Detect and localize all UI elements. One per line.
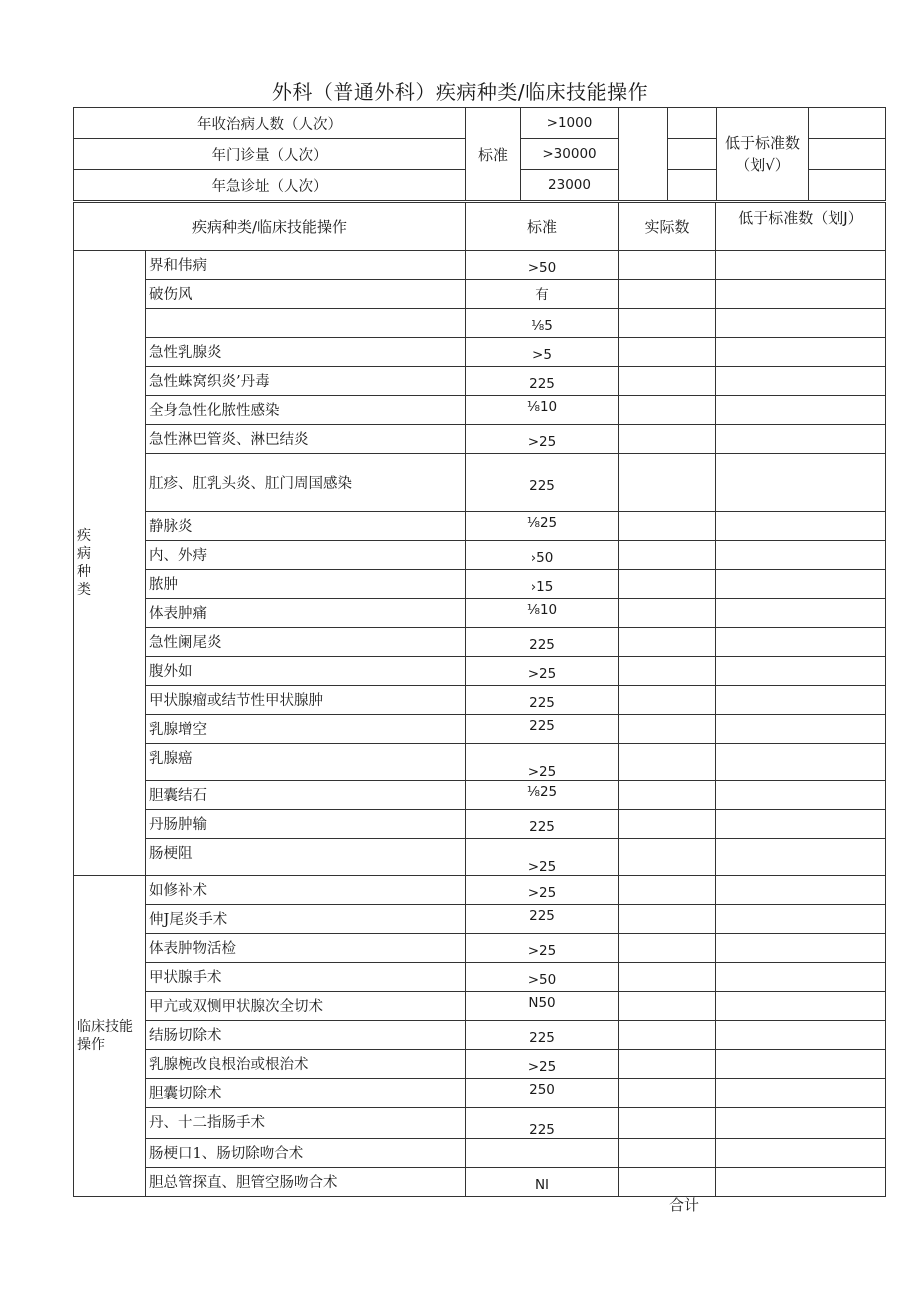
table-row [74,686,886,715]
summary-standard-header: 标准 [466,108,521,201]
actual-cell[interactable] [619,781,716,810]
item-standard: 225 [529,908,555,924]
actual-cell[interactable] [619,876,716,905]
below-standard-cell[interactable] [716,905,886,934]
item-standard: >25 [527,885,557,901]
item-name: 结肠切除术 [146,1021,466,1050]
below-standard-cell[interactable] [716,425,886,454]
summary-actual-cell[interactable] [668,139,717,170]
standard-cell [466,1021,619,1050]
summary-label-emergency: 年急诊址（人次） [74,170,466,201]
table-row [74,338,886,367]
below-standard-cell[interactable] [716,934,886,963]
item-standard: ⅛5 [531,318,553,334]
below-standard-cell[interactable] [716,686,886,715]
item-standard: 225 [529,376,555,392]
actual-cell[interactable] [619,963,716,992]
item-standard: >50 [527,972,557,988]
summary-below-header [717,108,809,201]
standard-cell [466,367,619,396]
table-row [74,715,886,744]
below-standard-cell[interactable] [716,1050,886,1079]
actual-cell[interactable] [619,425,716,454]
item-standard: ›50 [530,550,554,566]
below-standard-cell[interactable] [716,1108,886,1139]
standard-cell [466,839,619,876]
disease-category-cell [74,251,146,876]
standard-cell [466,992,619,1021]
table-row [74,1079,886,1108]
below-standard-cell[interactable] [716,309,886,338]
disease-section [74,251,886,876]
table-row [74,425,886,454]
standard-cell [466,810,619,839]
below-standard-cell[interactable] [716,657,886,686]
actual-cell[interactable] [619,454,716,512]
below-standard-cell[interactable] [716,512,886,541]
table-row [74,1050,886,1079]
item-standard: >25 [527,943,557,959]
table-row [74,934,886,963]
skill-category-cell [74,876,146,1197]
item-name: 肠梗阻 [146,839,466,876]
summary-label-outpatient: 年门诊量（人次） [74,139,466,170]
item-name: 丹、十二指肠手术 [146,1108,466,1139]
standard-cell [466,570,619,599]
table-row [74,512,886,541]
skill-section [74,876,886,1197]
actual-cell[interactable] [619,280,716,309]
actual-cell[interactable] [619,1139,716,1168]
below-standard-cell[interactable] [716,396,886,425]
actual-cell[interactable] [619,810,716,839]
standard-cell [466,876,619,905]
item-standard: ⅛10 [526,602,558,618]
item-name: 甲状腺瘤或结节性甲状腺肿 [146,686,466,715]
standard-cell [466,905,619,934]
table-row [74,810,886,839]
actual-cell[interactable] [619,905,716,934]
table-row [74,396,886,425]
standard-cell [466,1139,619,1168]
item-standard: NI [534,1177,550,1193]
table-row [74,570,886,599]
below-standard-cell[interactable] [716,251,886,280]
actual-cell[interactable] [619,1108,716,1139]
below-standard-cell[interactable] [716,876,886,905]
below-standard-cell[interactable] [716,367,886,396]
standard-cell [466,1108,619,1139]
below-standard-cell[interactable] [716,781,886,810]
skill-category-cell-label: 临床技能操作 [77,1019,133,1053]
summary-label-admissions: 年收治病人数（人次） [74,108,466,139]
header-standard: 标准 [466,203,619,251]
item-standard: >50 [527,260,557,276]
actual-cell[interactable] [619,396,716,425]
table-row [74,744,886,781]
summary-standard-emergency: 23000 [521,170,619,201]
item-name: 甲状腺手术 [146,963,466,992]
item-standard: ⅛10 [526,399,558,415]
standard-cell [466,1079,619,1108]
table-row [74,309,886,338]
table-row [74,781,886,810]
below-standard-cell[interactable] [716,963,886,992]
actual-cell[interactable] [619,309,716,338]
table-row [74,839,886,876]
standard-cell [466,657,619,686]
below-standard-cell[interactable] [716,628,886,657]
item-name: 如修补术 [146,876,466,905]
summary-actual-cell[interactable] [668,108,717,139]
below-standard-cell[interactable] [716,541,886,570]
item-name: 腹外如 [146,657,466,686]
item-standard: >25 [527,859,557,875]
standard-cell [466,280,619,309]
table-row [74,454,886,512]
table-row [74,876,886,905]
summary-mark-cell[interactable] [809,170,886,201]
standard-cell [466,963,619,992]
actual-cell[interactable] [619,1079,716,1108]
item-standard: ⅛25 [526,784,558,800]
item-name: 胆总管探直、胆管空肠吻合术 [146,1168,466,1197]
item-name: 肛疹、肛乳头炎、肛门周国感染 [146,454,466,512]
actual-cell[interactable] [619,657,716,686]
below-standard-cell[interactable] [716,338,886,367]
item-name: 丹肠肿输 [146,810,466,839]
below-standard-cell[interactable] [716,280,886,309]
table-row [74,541,886,570]
below-standard-cell[interactable] [716,570,886,599]
below-standard-cell[interactable] [716,1021,886,1050]
item-standard: 225 [529,478,555,494]
item-standard: >25 [527,434,557,450]
item-name: 胆囊结石 [146,781,466,810]
table-row [74,367,886,396]
item-standard: ›15 [530,579,554,595]
below-standard-cell[interactable] [716,1079,886,1108]
standard-cell [466,512,619,541]
disease-category-cell-label: 疾病种类 [77,528,91,598]
item-standard: >25 [527,1059,557,1075]
table-row [74,1108,886,1139]
item-standard: 225 [529,1122,555,1138]
header-actual: 实际数 [619,203,716,251]
actual-cell[interactable] [619,251,716,280]
standard-cell [466,1050,619,1079]
table-row [74,628,886,657]
item-standard: >25 [527,666,557,682]
item-name: 伸J尾炎手术 [146,905,466,934]
item-name: 内、外痔 [146,541,466,570]
item-standard: 225 [529,1030,555,1046]
standard-cell [466,425,619,454]
item-standard: 225 [529,637,555,653]
actual-cell[interactable] [619,512,716,541]
below-standard-cell[interactable] [716,715,886,744]
summary-mark-cell[interactable] [809,139,886,170]
item-standard: 225 [529,819,555,835]
item-standard: 有 [535,287,549,303]
actual-cell[interactable] [619,1168,716,1197]
standard-cell [466,715,619,744]
table-row [74,992,886,1021]
item-standard: 250 [529,1082,555,1098]
summary-blank-cell [619,108,668,201]
below-standard-cell[interactable] [716,992,886,1021]
actual-cell[interactable] [619,992,716,1021]
actual-cell[interactable] [619,628,716,657]
item-name: 乳腺癌 [146,744,466,781]
item-name: 胆囊切除术 [146,1079,466,1108]
actual-cell[interactable] [619,744,716,781]
summary-below-header-line1: 低于标准数 [724,134,800,152]
standard-cell [466,454,619,512]
below-standard-cell[interactable] [716,1168,886,1197]
standard-cell [466,599,619,628]
actual-cell[interactable] [619,1050,716,1079]
item-name: 全身急性化脓性感染 [146,396,466,425]
table-row [74,251,886,280]
table-row [74,280,886,309]
item-name: 急性淋巴管炎、淋巴结炎 [146,425,466,454]
table-row [74,1021,886,1050]
actual-cell[interactable] [619,686,716,715]
page-title: 外科（普通外科）疾病种类/临床技能操作 [271,80,649,104]
standard-cell [466,744,619,781]
below-standard-cell[interactable] [716,744,886,781]
standard-cell [466,934,619,963]
below-standard-cell[interactable] [716,599,886,628]
below-standard-cell[interactable] [716,839,886,876]
item-standard: 225 [529,718,555,734]
item-name: 乳腺椀改良根治或根治术 [146,1050,466,1079]
item-name: 肠梗口1、肠切除吻合术 [146,1139,466,1168]
standard-cell [466,628,619,657]
below-standard-cell[interactable] [716,1139,886,1168]
item-name: 体表肿痛 [146,599,466,628]
item-name: 脓肿 [146,570,466,599]
table-row [74,1168,886,1197]
actual-cell[interactable] [619,1021,716,1050]
actual-cell[interactable] [619,715,716,744]
item-name: 急性阑尾炎 [146,628,466,657]
standard-cell [466,541,619,570]
summary-standard-admissions: >1000 [521,108,619,139]
item-name [146,309,466,338]
total-label: 合计 [669,1196,700,1214]
item-name: 静脉炎 [146,512,466,541]
actual-cell[interactable] [619,570,716,599]
main-table [73,202,886,1197]
standard-cell [466,1168,619,1197]
item-name: 破伤风 [146,280,466,309]
item-standard: 225 [529,695,555,711]
below-standard-cell[interactable] [716,454,886,512]
actual-cell[interactable] [619,367,716,396]
table-row [74,905,886,934]
item-name: 乳腺增空 [146,715,466,744]
standard-cell [466,396,619,425]
actual-cell[interactable] [619,338,716,367]
table-row [74,963,886,992]
standard-cell [466,781,619,810]
summary-below-header-line2: （划√） [735,156,790,174]
summary-actual-cell[interactable] [668,170,717,201]
header-below: 低于标准数（划J） [716,203,886,251]
item-standard: >25 [527,764,557,780]
standard-cell [466,338,619,367]
table-row [74,599,886,628]
standard-cell [466,686,619,715]
item-standard: >5 [532,347,552,363]
actual-cell[interactable] [619,934,716,963]
item-name: 急性蛛窝织炎’丹毒 [146,367,466,396]
below-standard-cell[interactable] [716,810,886,839]
summary-mark-cell[interactable] [809,108,886,139]
item-standard: ⅛25 [526,515,558,531]
summary-table [73,107,886,201]
standard-cell [466,309,619,338]
standard-cell [466,251,619,280]
item-name: 界和伟病 [146,251,466,280]
item-name: 体表肿物活检 [146,934,466,963]
actual-cell[interactable] [619,599,716,628]
actual-cell[interactable] [619,541,716,570]
item-name: 甲亢或双恻甲状腺次全切术 [146,992,466,1021]
header-category: 疾病种类/临床技能操作 [74,203,466,251]
item-standard: N50 [528,995,556,1011]
item-name: 急性乳腺炎 [146,338,466,367]
summary-standard-outpatient: >30000 [521,139,619,170]
actual-cell[interactable] [619,839,716,876]
table-row [74,657,886,686]
table-row [74,1139,886,1168]
